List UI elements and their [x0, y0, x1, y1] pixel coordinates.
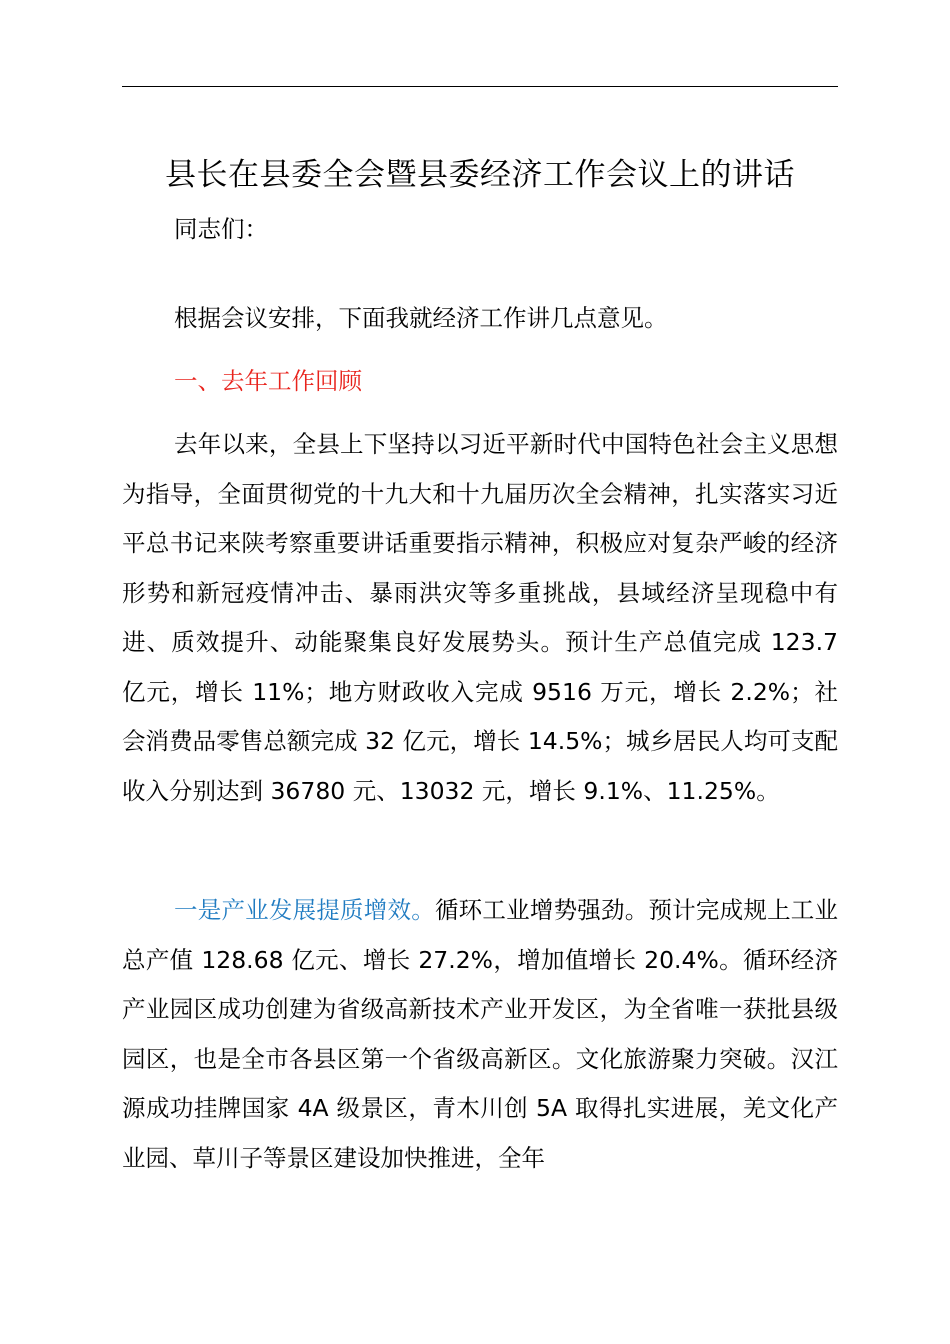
point-1-lead: 一是产业发展提质增效。 — [174, 896, 435, 924]
salutation: 同志们： — [174, 215, 268, 243]
header-rule — [122, 86, 838, 87]
intro-paragraph: 根据会议安排，下面我就经济工作讲几点意见。 — [174, 304, 668, 332]
point-1-body: 循环工业增势强劲。预计完成规上工业总产值 128.68 亿元、增长 27.2%，增加值增长 20.4%。循环经济产业园区成功创建为省级高新技术产业开发区，为全省唯一获批县级园区，也是全市各县区第一个省级高新区。文化旅游聚力突破。汉江源成功挂牌国家 4A 级景区，青木川创 5A 取得扎实进展，羌文化产业园、草川子等景区建设加快推进，全年 — [122, 896, 839, 1172]
point-1-paragraph — [122, 886, 838, 1183]
section-1-paragraph: 去年以来，全县上下坚持以习近平新时代中国特色社会主义思想为指导，全面贯彻党的十九大和十九届历次全会精神，扎实落实习近平总书记来陕考察重要讲话重要指示精神，积极应对复杂严峻的经济形势和新冠疫情冲击、暴雨洪灾等多重挑战，县域经济呈现稳中有进、质效提升、动能聚集良好发展势头。预计生产总值完成 123.7 亿元，增长 11%；地方财政收入完成 9516 万元，增长 2.2%；社会消费品零售总额完成 32 亿元，增长 14.5%；城乡居民人均可支配收入分别达到 36780 元、13032 元，增长 9.1%、11.25%。 — [122, 430, 838, 805]
section-heading-1: 一、去年工作回顾 — [174, 367, 362, 395]
document-title: 县长在县委全会暨县委经济工作会议上的讲话 — [165, 157, 795, 193]
